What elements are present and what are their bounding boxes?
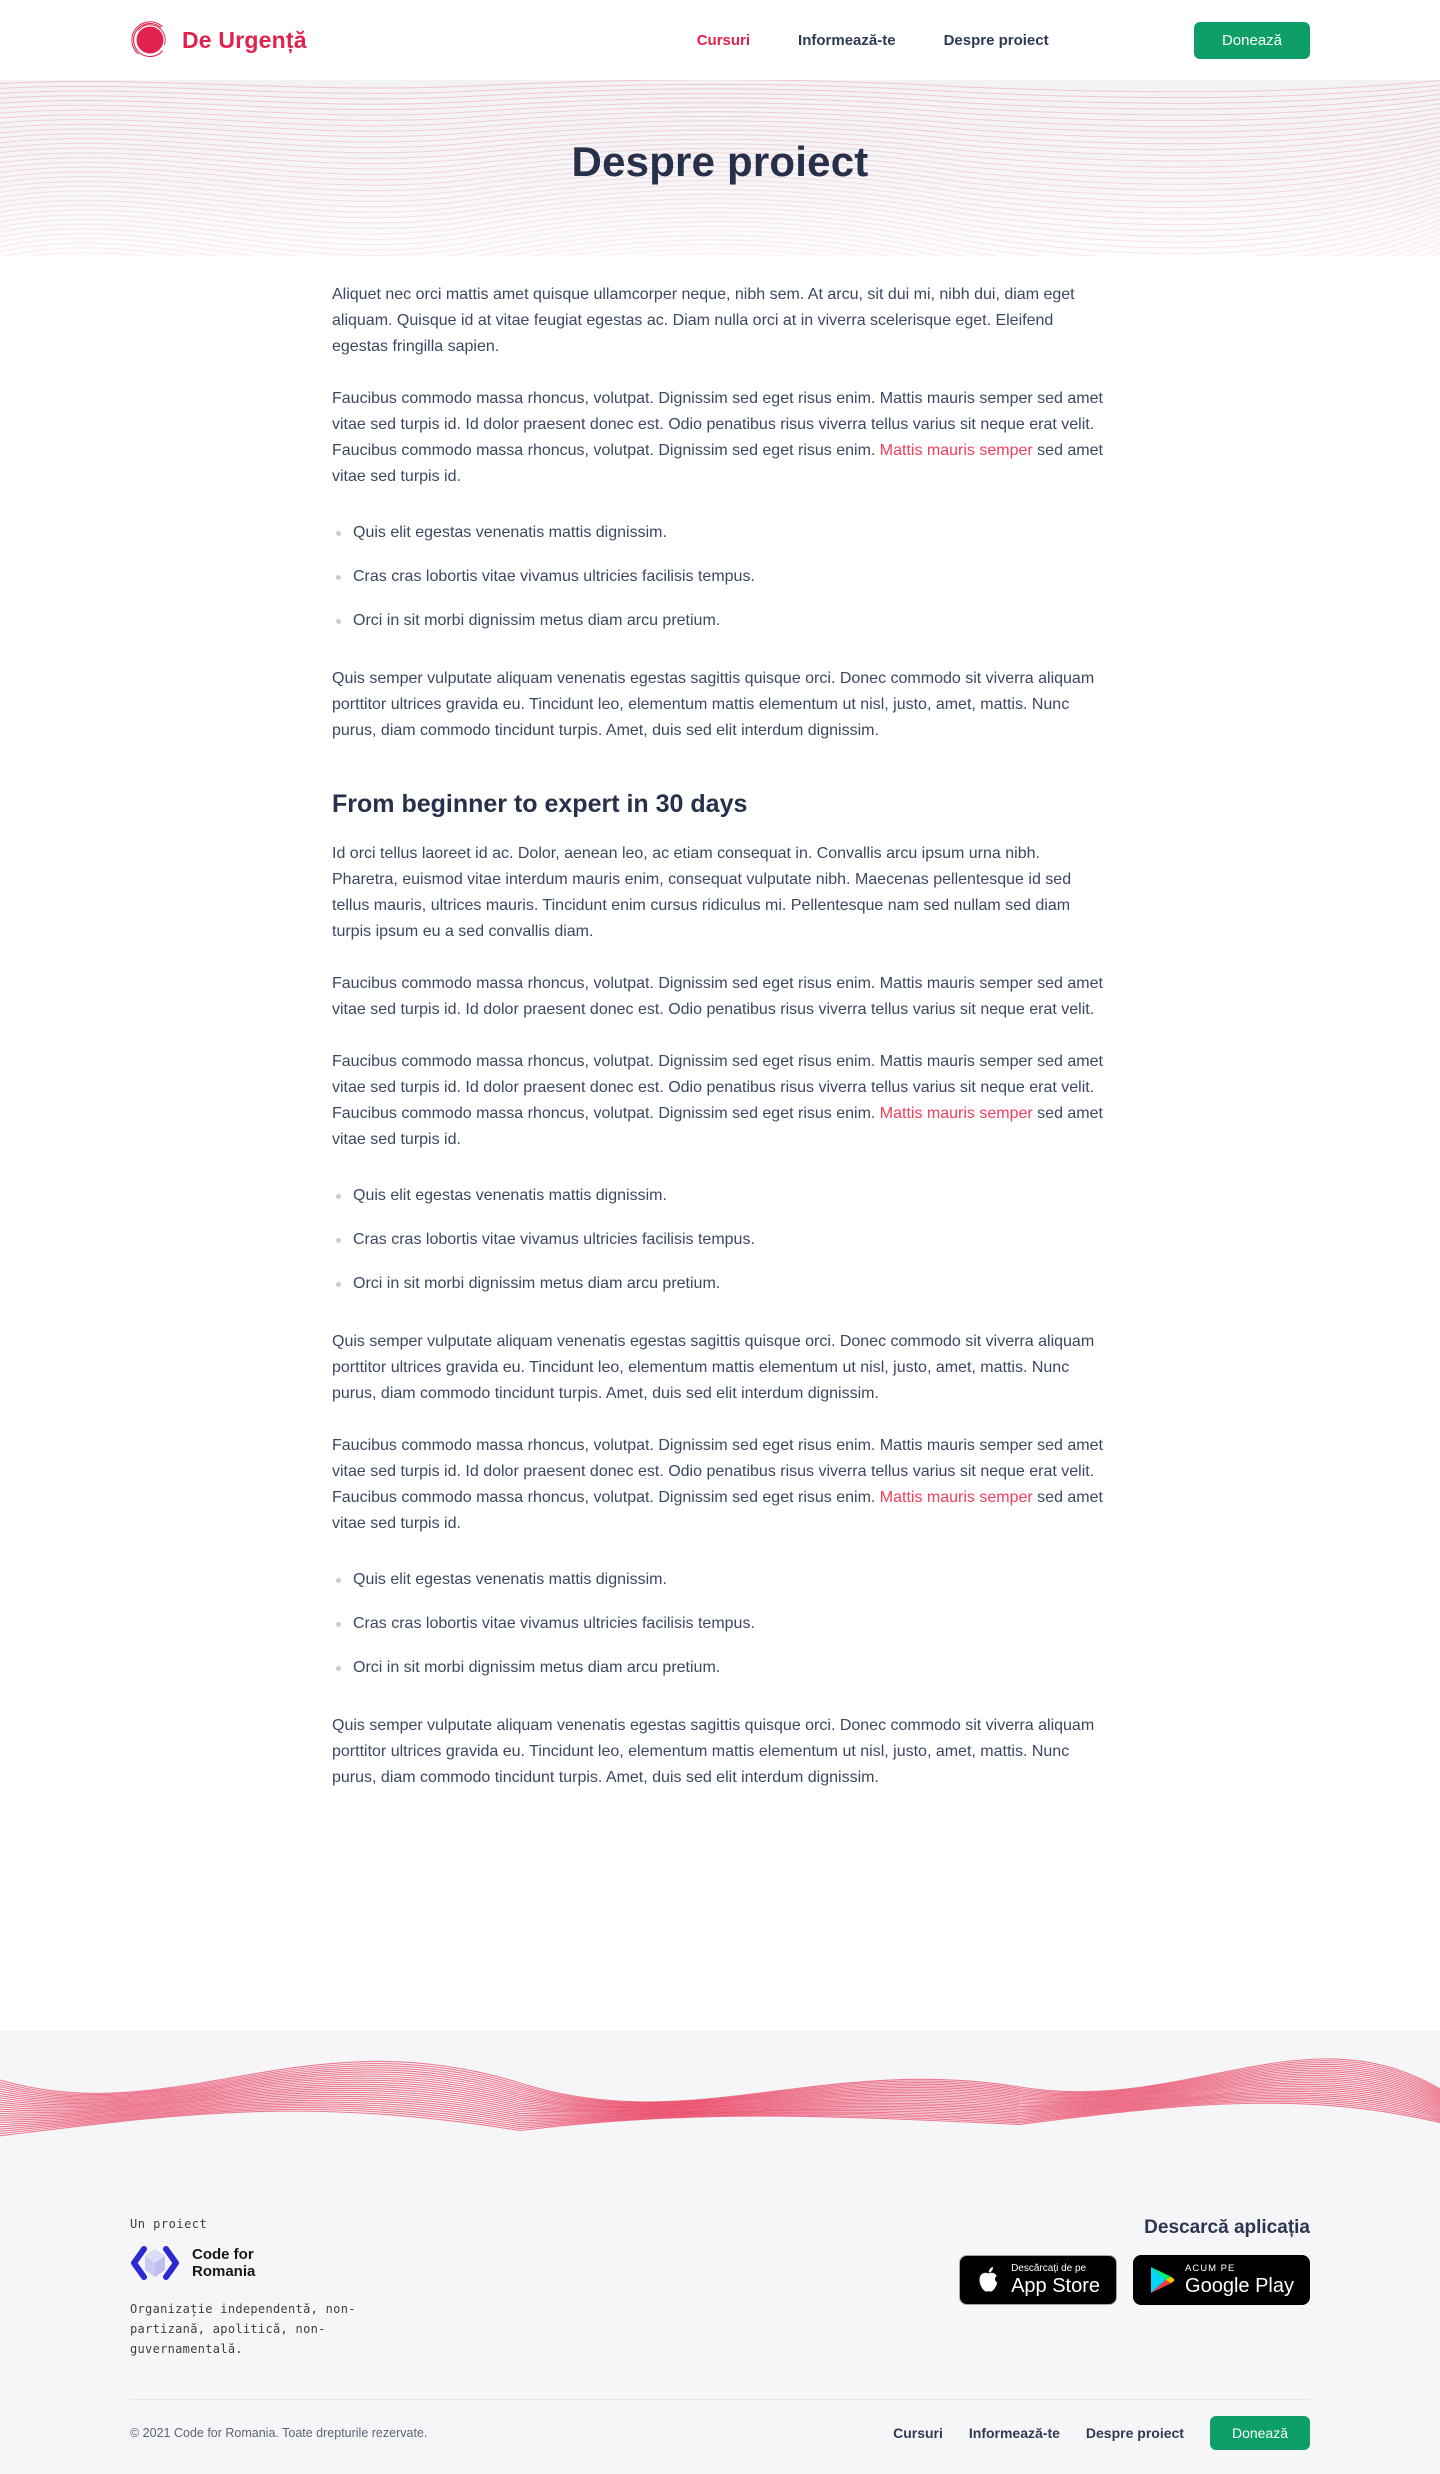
footer-nav — [893, 2416, 1310, 2450]
bullet-dot-icon — [336, 575, 341, 580]
list-item-text: Orci in sit morbi dignissim metus diam arcu pretium. — [353, 612, 721, 629]
inline-text-link[interactable]: Mattis mauris semper — [879, 1105, 1033, 1122]
cfr-logo-line1: Code for — [192, 2246, 254, 2263]
paragraph-with-link — [332, 1049, 1108, 1153]
footer-bottom-bar — [130, 2399, 1310, 2474]
list-item — [332, 520, 1108, 546]
bullet-dot-icon — [336, 1622, 341, 1627]
app-badges — [959, 2255, 1310, 2305]
list-item-text: Orci in sit morbi dignissim metus diam arcu pretium. — [353, 1659, 721, 1676]
apple-icon — [976, 2265, 1001, 2295]
list-item — [332, 608, 1108, 634]
paragraph-with-link — [332, 386, 1108, 490]
app-store-badge-big-text: App Store — [1011, 2274, 1101, 2297]
list-item — [332, 1611, 1108, 1637]
bullet-list — [332, 1183, 1108, 1297]
list-item-text: Quis elit egestas venenatis mattis dignissim. — [353, 524, 667, 541]
inline-text-link[interactable]: Mattis mauris semper — [879, 442, 1033, 459]
hero-section — [0, 80, 1440, 256]
paragraph-text: Faucibus commodo massa rhoncus, volutpat. Dignissim sed eget risus enim. Mattis mauris semper sed amet vitae sed turpis id. Id dolor praesent donec est. Odio penatibus risus viverra tellus varius sit neque erat velit. Faucibus commodo massa rhoncus, volutpat. Dignissim sed eget risus enim. — [332, 1053, 1103, 1122]
bullet-dot-icon — [336, 1578, 341, 1583]
section-heading: From beginner to expert in 30 days — [332, 790, 748, 818]
list-item — [332, 1227, 1108, 1253]
page-title: Despre proiect — [571, 138, 869, 185]
list-item-text: Cras cras lobortis vitae vivamus ultricies facilisis tempus. — [353, 1231, 755, 1248]
list-item — [332, 1271, 1108, 1297]
bullet-dot-icon — [336, 531, 341, 536]
bullet-dot-icon — [336, 1238, 341, 1243]
paragraph-text: Faucibus commodo massa rhoncus, volutpat. Dignissim sed eget risus enim. Mattis mauris semper sed amet vitae sed turpis id. Id dolor praesent donec est. Odio penatibus risus viverra tellus varius sit neque erat velit. Faucibus commodo massa rhoncus, volutpat. Dignissim sed eget risus enim. — [332, 1437, 1103, 1506]
footer-nav-cursuri[interactable]: Cursuri — [893, 2425, 943, 2441]
google-play-icon — [1149, 2266, 1175, 2294]
footer-waves-decoration — [0, 2031, 1440, 2181]
paragraph-text: sed amet vitae sed turpis id. — [332, 1105, 1103, 1148]
google-play-badge-big-text: Google Play — [1185, 2274, 1294, 2297]
list-item-text: Cras cras lobortis vitae vivamus ultricies facilisis tempus. — [353, 568, 755, 585]
paragraph-text: sed amet vitae sed turpis id. — [332, 442, 1103, 485]
bullet-list — [332, 1567, 1108, 1681]
paragraph-quis: Quis semper vulputate aliquam venenatis egestas sagittis quisque orci. Donec commodo sit viverra aliquam porttitor ultrices gravida eu. Tincidunt leo, elementum mattis elementum ut nisl, justo, amet, mattis. Nunc purus, diam commodo tincidunt turpis. Amet, duis sed elit interdum dignissim. — [332, 1333, 1095, 1402]
list-item-text: Quis elit egestas venenatis mattis dignissim. — [353, 1571, 667, 1588]
code-for-romania-icon — [130, 2243, 180, 2283]
footer-nav-informeaza-te[interactable]: Informează-te — [968, 2425, 1060, 2441]
list-item-text: Orci in sit morbi dignissim metus diam arcu pretium. — [353, 1275, 721, 1292]
paragraph-text: sed amet vitae sed turpis id. — [332, 1489, 1103, 1532]
footer-nav-despre-proiect[interactable]: Despre proiect — [1085, 2425, 1184, 2441]
brand-name: De Urgență — [182, 26, 307, 53]
nav-despre-proiect[interactable]: Despre proiect — [943, 31, 1049, 49]
header — [0, 0, 1440, 80]
footer — [0, 2031, 1440, 2474]
paragraph-text: Faucibus commodo massa rhoncus, volutpat. Dignissim sed eget risus enim. Mattis mauris semper sed amet vitae sed turpis id. Id dolor praesent donec est. Odio penatibus risus viverra tellus varius sit neque erat velit. Faucibus commodo massa rhoncus, volutpat. Dignissim sed eget risus enim. — [332, 390, 1103, 459]
list-item — [332, 1183, 1108, 1209]
code-for-romania-logo[interactable] — [130, 2243, 430, 2283]
article — [332, 256, 1108, 2031]
inline-text-link[interactable]: Mattis mauris semper — [879, 1489, 1033, 1506]
donate-button[interactable]: Donează — [1194, 22, 1310, 59]
app-store-badge-small-text: Descărcați de pe — [1011, 2262, 1087, 2274]
paragraph-faucibus-short: Faucibus commodo massa rhoncus, volutpat. Dignissim sed eget risus enim. Mattis mauris semper sed amet vitae sed turpis id. Id dolor praesent donec est. Odio penatibus risus viverra tellus varius sit neque erat velit. — [332, 975, 1103, 1018]
google-play-badge[interactable] — [1133, 2255, 1310, 2305]
list-item — [332, 1655, 1108, 1681]
paragraph-intro: Aliquet nec orci mattis amet quisque ullamcorper neque, nibh sem. At arcu, sit dui mi, nibh dui, diam eget aliquam. Quisque id at vitae feugiat egestas ac. Diam nulla orci at in viverra scelerisque eget. Eleifend egestas fringilla sapien. — [332, 286, 1075, 355]
main-nav — [367, 32, 1049, 49]
brand-link[interactable] — [130, 19, 307, 61]
bullet-dot-icon — [336, 1666, 341, 1671]
brand-logo-icon — [130, 19, 170, 61]
paragraph-quis: Quis semper vulputate aliquam venenatis egestas sagittis quisque orci. Donec commodo sit viverra aliquam porttitor ultrices gravida eu. Tincidunt leo, elementum mattis elementum ut nisl, justo, amet, mattis. Nunc purus, diam commodo tincidunt turpis. Amet, duis sed elit interdum dignissim. — [332, 670, 1095, 739]
bullet-list — [332, 520, 1108, 634]
un-proiect-label: Un proiect — [130, 2217, 208, 2231]
org-description: Organizație independentă, non-partizană, apolitică, non-guvernamentală. — [130, 2302, 356, 2356]
footer-donate-button[interactable]: Donează — [1210, 2416, 1310, 2450]
footer-right — [959, 2217, 1310, 2305]
paragraph-quis: Quis semper vulputate aliquam venenatis egestas sagittis quisque orci. Donec commodo sit viverra aliquam porttitor ultrices gravida eu. Tincidunt leo, elementum mattis elementum ut nisl, justo, amet, mattis. Nunc purus, diam commodo tincidunt turpis. Amet, duis sed elit interdum dignissim. — [332, 1717, 1095, 1786]
paragraph-with-link — [332, 1433, 1108, 1537]
footer-left — [130, 2217, 430, 2359]
bullet-dot-icon — [336, 1194, 341, 1199]
app-store-badge[interactable] — [959, 2255, 1117, 2305]
download-app-title: Descarcă aplicația — [1144, 2217, 1310, 2238]
list-item — [332, 564, 1108, 590]
paragraph-id-orci: Id orci tellus laoreet id ac. Dolor, aenean leo, ac etiam consequat in. Convallis arcu ipsum urna nibh. Pharetra, euismod vitae interdum mauris enim, consequat vulputate nibh. Maecenas pellentesque id sed tellus mauris, ultrices mauris. Tincidunt enim cursus ridiculus mi. Pellentesque nam sed nullam sed diam turpis ipsum eu a sed convallis diam. — [332, 845, 1072, 940]
google-play-badge-small-text: ACUM PE — [1185, 2262, 1236, 2274]
nav-informeaza-te[interactable]: Informează-te — [798, 31, 896, 49]
copyright-text: © 2021 Code for Romania. Toate drepturile rezervate. — [130, 2426, 428, 2440]
bullet-dot-icon — [336, 619, 341, 624]
list-item — [332, 1567, 1108, 1593]
nav-cursuri[interactable]: Cursuri — [696, 31, 751, 49]
list-item-text: Cras cras lobortis vitae vivamus ultricies facilisis tempus. — [353, 1615, 755, 1632]
list-item-text: Quis elit egestas venenatis mattis dignissim. — [353, 1187, 667, 1204]
cfr-logo-line2: Romania — [192, 2263, 256, 2280]
bullet-dot-icon — [336, 1282, 341, 1287]
